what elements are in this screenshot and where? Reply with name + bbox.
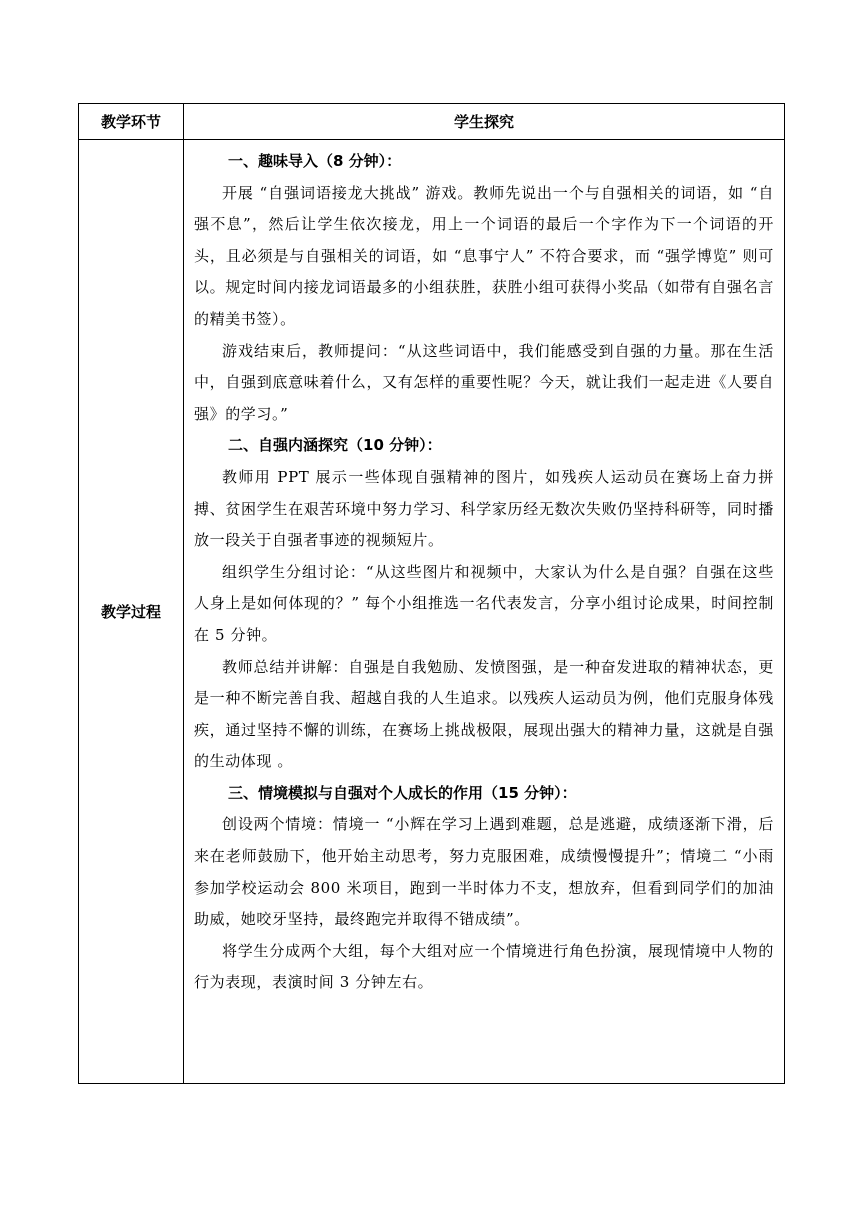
section-2-paragraph-2: 组织学生分组讨论：“从这些图片和视频中，大家认为什么是自强？自强在这些人身上是如何体现的？” 每个小组推选一名代表发言，分享小组讨论成果，时间控制在 5 分钟。 xyxy=(194,562,774,644)
section-2-paragraph-3: 教师总结并讲解：自强是自我勉励、发愤图强，是一种奋发进取的精神状态，更是一种不断完善自我、超越自我的人生追求。以残疾人运动员为例，他们克服身体残疾，通过坚持不懈的训练，在赛场上挑战极限，展现出强大的精神力量，这就是自强的生动体现 。 xyxy=(194,657,774,771)
section-3-paragraph-2: 将学生分成两个大组，每个大组对应一个情境进行角色扮演，展现情境中人物的行为表现，表演时间 3 分钟左右。 xyxy=(194,941,774,992)
header-student-inquiry: 学生探究 xyxy=(184,104,785,140)
section-heading-1: 一、趣味导入（8 分钟）： xyxy=(228,152,402,170)
table-header-row xyxy=(79,104,785,140)
stage-label: 教学过程 xyxy=(79,140,184,1084)
section-heading-2: 二、自强内涵探究（10 分钟）： xyxy=(228,436,442,455)
section-2-paragraph-1: 教师用 PPT 展示一些体现自强精神的图片，如残疾人运动员在赛场上奋力拼搏、贫困学生在艰苦环境中努力学习、科学家历经无数次失败仍坚持科研等，同时播放一段关于自强者事迹的视频短片。 xyxy=(194,467,774,550)
lesson-plan-table xyxy=(78,103,785,1084)
table-row xyxy=(79,140,785,1084)
header-teaching-stage: 教学环节 xyxy=(79,104,184,140)
section-3-paragraph-1: 创设两个情境：情境一 “小辉在学习上遇到难题，总是逃避，成绩逐渐下滑，后来在老师鼓励下，他开始主动思考，努力克服困难，成绩慢慢提升”；情境二 “小雨参加学校运动会 800 米项目，跑到一半时体力不支，想放弃，但看到同学们的加油助威，她咬牙坚持，最终跑完并取得不错成绩”。 xyxy=(194,815,774,929)
section-1-paragraph-1: 开展 “自强词语接龙大挑战” 游戏。教师先说出一个与自强相关的词语，如 “自强不息”，然后让学生依次接龙，用上一个词语的最后一个字作为下一个词语的开头，且必须是与自强相关的词语，如 “息事宁人” 不符合要求，而 “强学博览” 则可以。规定时间内接龙词语最多的小组获胜，获胜小组可获得小奖品（如带有自强名言的精美书签）。 xyxy=(194,183,774,328)
section-heading-3: 三、情境模拟与自强对个人成长的作用（15 分钟）： xyxy=(228,783,577,802)
section-1-paragraph-2: 游戏结束后，教师提问：“从这些词语中，我们能感受到自强的力量。那在生活中，自强到底意味着什么，又有怎样的重要性呢？今天，就让我们一起走进《人要自强》的学习。” xyxy=(194,341,774,423)
inquiry-content xyxy=(184,140,785,1084)
